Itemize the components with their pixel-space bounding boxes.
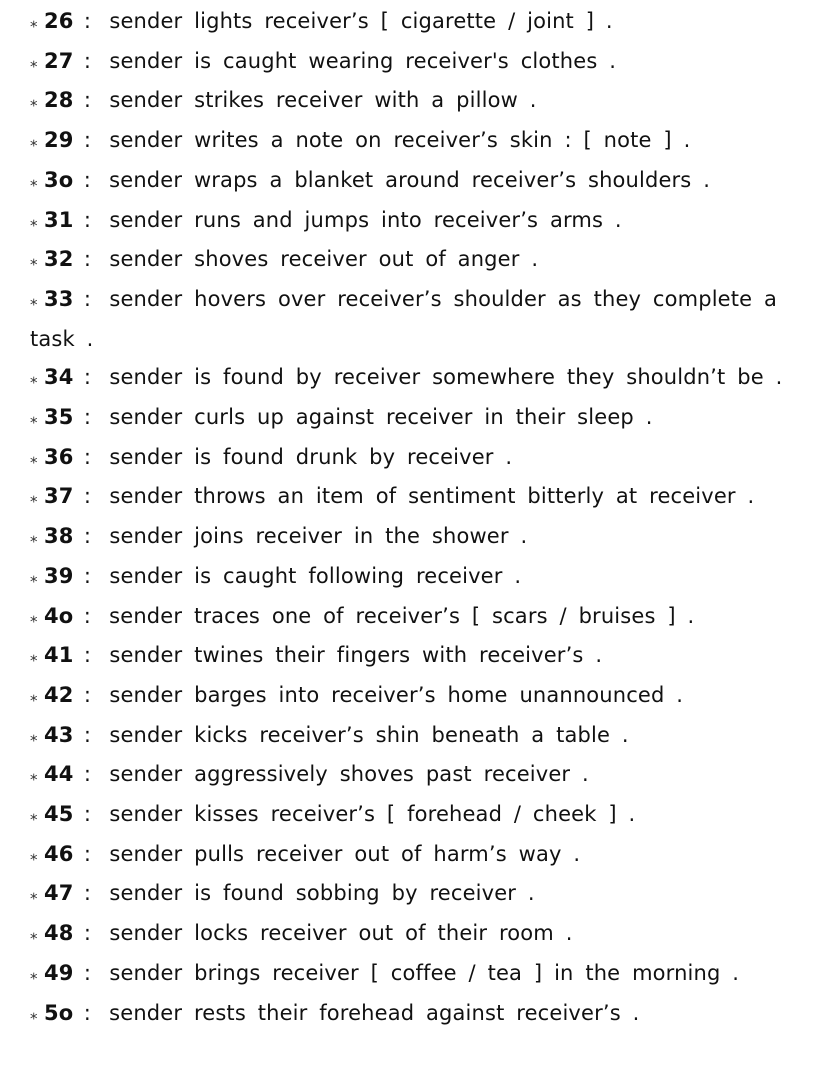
item-text: sender rests their forehead against receiver’s . [109,1000,640,1025]
list-item [30,557,810,597]
item-text: sender is caught wearing receiver's clothes . [109,48,617,73]
item-separator: : [83,524,92,549]
item-separator: : [83,247,92,272]
item-separator: : [83,444,92,469]
asterisk-icon: ⁎ [30,132,38,151]
list-item [30,676,810,716]
item-number: 39 [44,563,74,588]
item-separator: : [83,365,92,390]
item-number: 28 [44,88,74,113]
item-number: 29 [44,128,74,153]
item-text: sender shoves receiver out of anger . [109,247,539,272]
item-number: 27 [44,48,74,73]
item-separator: : [83,802,92,827]
item-number: 41 [44,643,74,668]
item-separator: : [83,762,92,787]
asterisk-icon: ⁎ [30,13,38,31]
list-item [30,201,810,241]
item-text: sender brings receiver [ coffee / tea ] in the morning . [109,960,740,985]
item-text: sender throws an item of sentiment bitterly at receiver . [109,484,755,509]
list-item [30,42,810,82]
item-separator: : [83,128,92,153]
prompt-list [30,2,810,1033]
item-text: sender hovers over receiver’s shoulder as they complete a task . [30,286,778,351]
list-item [30,795,810,835]
item-text: sender writes a note on receiver’s skin : [ note ] . [109,128,691,153]
asterisk-icon: ⁎ [30,369,38,388]
asterisk-icon: ⁎ [30,290,38,309]
item-separator: : [83,841,92,866]
item-text: sender runs and jumps into receiver’s arms . [109,207,622,232]
item-separator: : [83,921,92,946]
list-item [30,240,810,280]
asterisk-icon: ⁎ [30,925,38,944]
item-text: sender traces one of receiver’s [ scars / bruises ] . [109,603,695,628]
item-number: 37 [44,484,74,509]
item-separator: : [83,960,92,985]
item-separator: : [83,207,92,232]
item-number: 32 [44,247,74,272]
list-item [30,2,810,42]
item-separator: : [83,1000,91,1025]
item-number: 35 [44,405,74,430]
list-item [30,835,810,875]
list-item [30,161,810,201]
asterisk-icon: ⁎ [30,409,38,428]
list-item [30,716,810,756]
asterisk-icon: ⁎ [30,52,38,71]
list-item [30,874,810,914]
item-separator: : [83,682,92,707]
item-number: 36 [44,444,74,469]
item-text: sender strikes receiver with a pillow . [109,88,537,113]
list-item [30,755,810,795]
asterisk-icon: ⁎ [30,647,38,666]
list-item [30,358,810,398]
asterisk-icon: ⁎ [30,845,38,864]
item-text: sender locks receiver out of their room . [109,921,573,946]
list-item [30,280,810,358]
item-number: 49 [44,960,74,985]
list-item [30,477,810,517]
asterisk-icon: ⁎ [30,171,38,190]
asterisk-icon: ⁎ [30,766,38,785]
item-text: sender pulls receiver out of harm’s way . [109,841,581,866]
item-number: 48 [44,921,74,946]
list-item [30,517,810,557]
list-item [30,81,810,121]
asterisk-icon: ⁎ [30,607,38,626]
asterisk-icon: ⁎ [30,726,38,745]
item-separator: : [83,167,91,192]
item-text: sender is found sobbing by receiver . [109,881,535,906]
item-text: sender is caught following receiver . [109,563,522,588]
item-text: sender kicks receiver’s shin beneath a table . [109,722,629,747]
asterisk-icon: ⁎ [30,964,38,983]
asterisk-icon: ⁎ [30,211,38,230]
list-item [30,398,810,438]
item-number: 43 [44,722,74,747]
item-text: sender kisses receiver’s [ forehead / cheek ] . [109,802,636,827]
item-text: sender joins receiver in the shower . [109,524,528,549]
asterisk-icon: ⁎ [30,686,38,705]
item-number: 38 [44,524,74,549]
item-text: sender is found drunk by receiver . [109,444,513,469]
item-separator: : [83,643,92,668]
item-separator: : [83,405,92,430]
asterisk-icon: ⁎ [30,251,38,270]
asterisk-icon: ⁎ [30,528,38,547]
item-text: sender curls up against receiver in their sleep . [109,405,653,430]
item-text: sender twines their fingers with receiver’s . [109,643,603,668]
item-separator: : [83,484,92,509]
item-text: sender lights receiver’s [ cigarette / joint ] . [109,9,613,33]
item-text: sender wraps a blanket around receiver’s shoulders . [109,167,711,192]
list-item [30,438,810,478]
item-number: 45 [44,802,74,827]
item-separator: : [83,286,92,311]
item-number: 31 [44,207,74,232]
list-item [30,994,810,1034]
item-number: 26 [44,9,74,33]
item-separator: : [83,9,92,33]
item-number: 5o [44,1000,74,1025]
asterisk-icon: ⁎ [30,885,38,904]
item-number: 44 [44,762,74,787]
item-number: 42 [44,682,74,707]
item-number: 4o [44,603,74,628]
item-number: 47 [44,881,74,906]
list-item [30,636,810,676]
list-item [30,121,810,161]
item-number: 34 [44,365,74,390]
item-text: sender is found by receiver somewhere they shouldn’t be . [109,365,783,390]
asterisk-icon: ⁎ [30,1004,38,1023]
item-separator: : [83,88,92,113]
asterisk-icon: ⁎ [30,448,38,467]
list-item [30,597,810,637]
asterisk-icon: ⁎ [30,92,38,111]
item-number: 46 [44,841,74,866]
item-number: 3o [44,167,74,192]
item-text: sender barges into receiver’s home unannounced . [109,682,684,707]
asterisk-icon: ⁎ [30,567,38,586]
item-separator: : [83,603,91,628]
item-separator: : [83,722,92,747]
list-item [30,954,810,994]
item-separator: : [83,881,92,906]
item-number: 33 [44,286,74,311]
list-item [30,914,810,954]
item-text: sender aggressively shoves past receiver . [109,762,589,787]
asterisk-icon: ⁎ [30,806,38,825]
asterisk-icon: ⁎ [30,488,38,507]
item-separator: : [83,563,92,588]
item-separator: : [83,48,92,73]
